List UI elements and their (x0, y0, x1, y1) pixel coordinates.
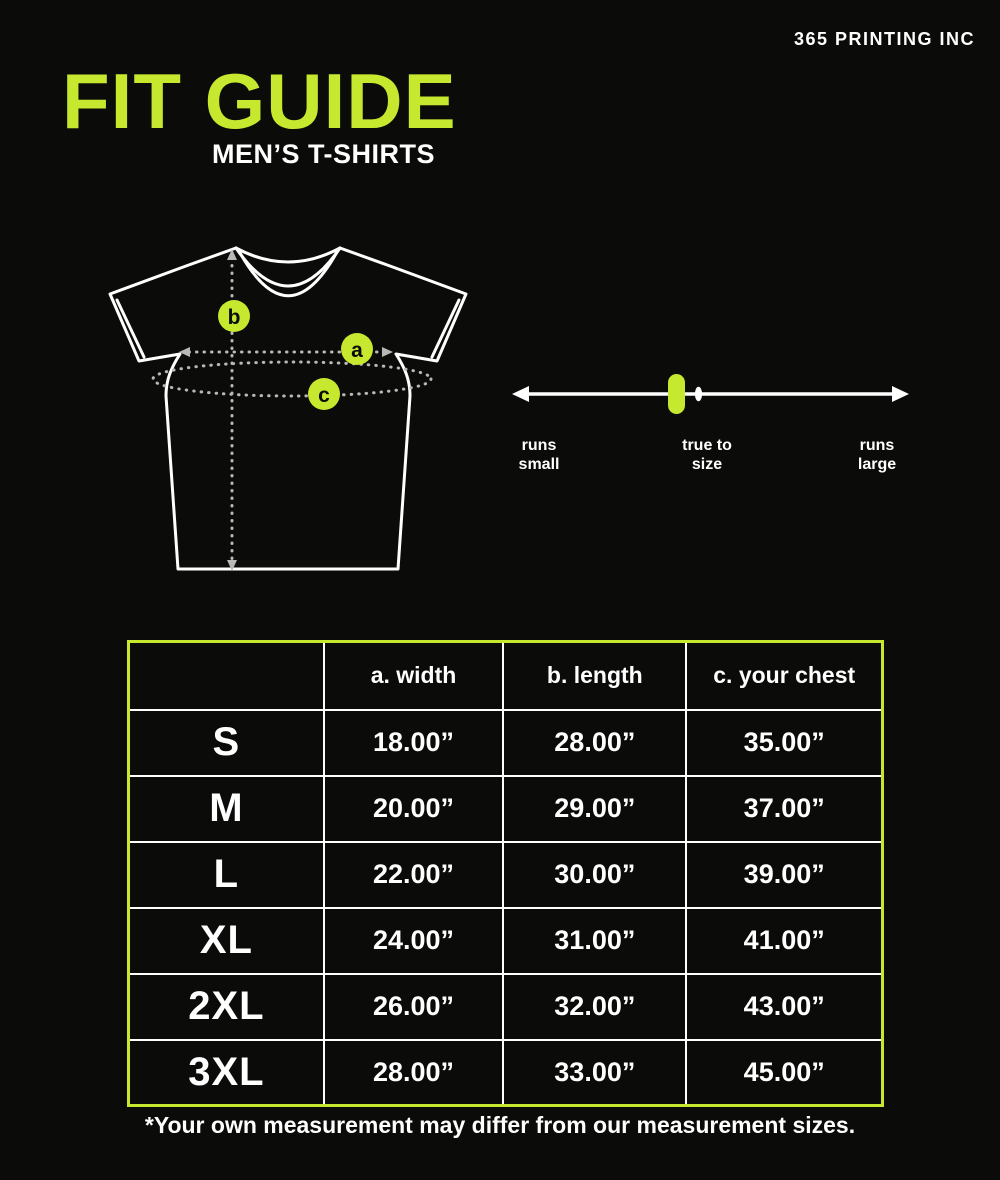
size-table (127, 640, 884, 1105)
length-cell: 28.00” (503, 710, 686, 776)
table-row (129, 974, 883, 1040)
size-cell: 2XL (129, 974, 324, 1040)
width-cell: 20.00” (324, 776, 503, 842)
length-cell: 30.00” (503, 842, 686, 908)
chest-cell: 43.00” (686, 974, 882, 1040)
chest-cell: 39.00” (686, 842, 882, 908)
point-letter-b: b (227, 306, 241, 329)
size-cell: 3XL (129, 1040, 324, 1106)
width-cell: 22.00” (324, 842, 503, 908)
header-length: b. length (503, 642, 686, 710)
measurement-point-a (341, 333, 373, 365)
footnote: *Your own measurement may differ from our measurement sizes. (144, 1112, 856, 1138)
table-header-row (129, 642, 883, 710)
arrow-right-icon (382, 347, 393, 357)
label-line: runs (521, 437, 557, 454)
label-runs-small (519, 437, 560, 475)
length-cell: 29.00” (503, 776, 686, 842)
width-cell: 26.00” (324, 974, 503, 1040)
length-cell: 32.00” (503, 974, 686, 1040)
length-cell: 31.00” (503, 908, 686, 974)
table-row (129, 710, 883, 776)
size-cell: M (129, 776, 324, 842)
width-cell: 18.00” (324, 710, 503, 776)
page-subtitle: MEN’S T-SHIRTS (211, 139, 435, 169)
label-line: true to (682, 437, 732, 454)
chest-dashed-ellipse (153, 362, 431, 396)
measurement-arrowheads (179, 249, 393, 571)
width-cell: 28.00” (324, 1040, 503, 1106)
fit-scale-marker (668, 374, 685, 414)
size-cell: XL (129, 908, 324, 974)
scale-arrow-left-icon (512, 386, 529, 402)
header-size (129, 642, 324, 710)
label-runs-large (858, 437, 896, 475)
page-title: FIT GUIDE (62, 57, 457, 145)
length-cell: 33.00” (503, 1040, 686, 1106)
label-line: large (857, 455, 897, 473)
scale-arrow-right-icon (892, 386, 909, 402)
width-cell: 24.00” (324, 908, 503, 974)
chest-cell: 45.00” (686, 1040, 882, 1106)
measurement-point-c (308, 378, 340, 410)
fit-scale (500, 365, 920, 425)
chest-cell: 35.00” (686, 710, 882, 776)
chest-cell: 41.00” (686, 908, 882, 974)
header-chest: c. your chest (686, 642, 882, 710)
label-line: small (518, 455, 560, 473)
table-row (129, 1040, 883, 1106)
fit-scale-arrow (512, 386, 909, 402)
header-width: a. width (324, 642, 503, 710)
measurement-guides (153, 258, 431, 562)
tshirt-outline-icon (110, 248, 466, 569)
label-line: size (691, 455, 723, 473)
point-letter-c: c (318, 384, 330, 407)
label-true-to-size (682, 437, 732, 475)
brand-text: 365 PRINTING INC (793, 29, 975, 49)
fit-scale-marker-dot (695, 387, 702, 401)
size-cell: S (129, 710, 324, 776)
point-letter-a: a (351, 339, 363, 362)
size-cell: L (129, 842, 324, 908)
table-row (129, 776, 883, 842)
chest-cell: 37.00” (686, 776, 882, 842)
measurement-point-b (218, 300, 250, 332)
label-line: runs (859, 437, 895, 454)
table-row (129, 842, 883, 908)
table-row (129, 908, 883, 974)
tshirt-diagram (95, 240, 485, 590)
